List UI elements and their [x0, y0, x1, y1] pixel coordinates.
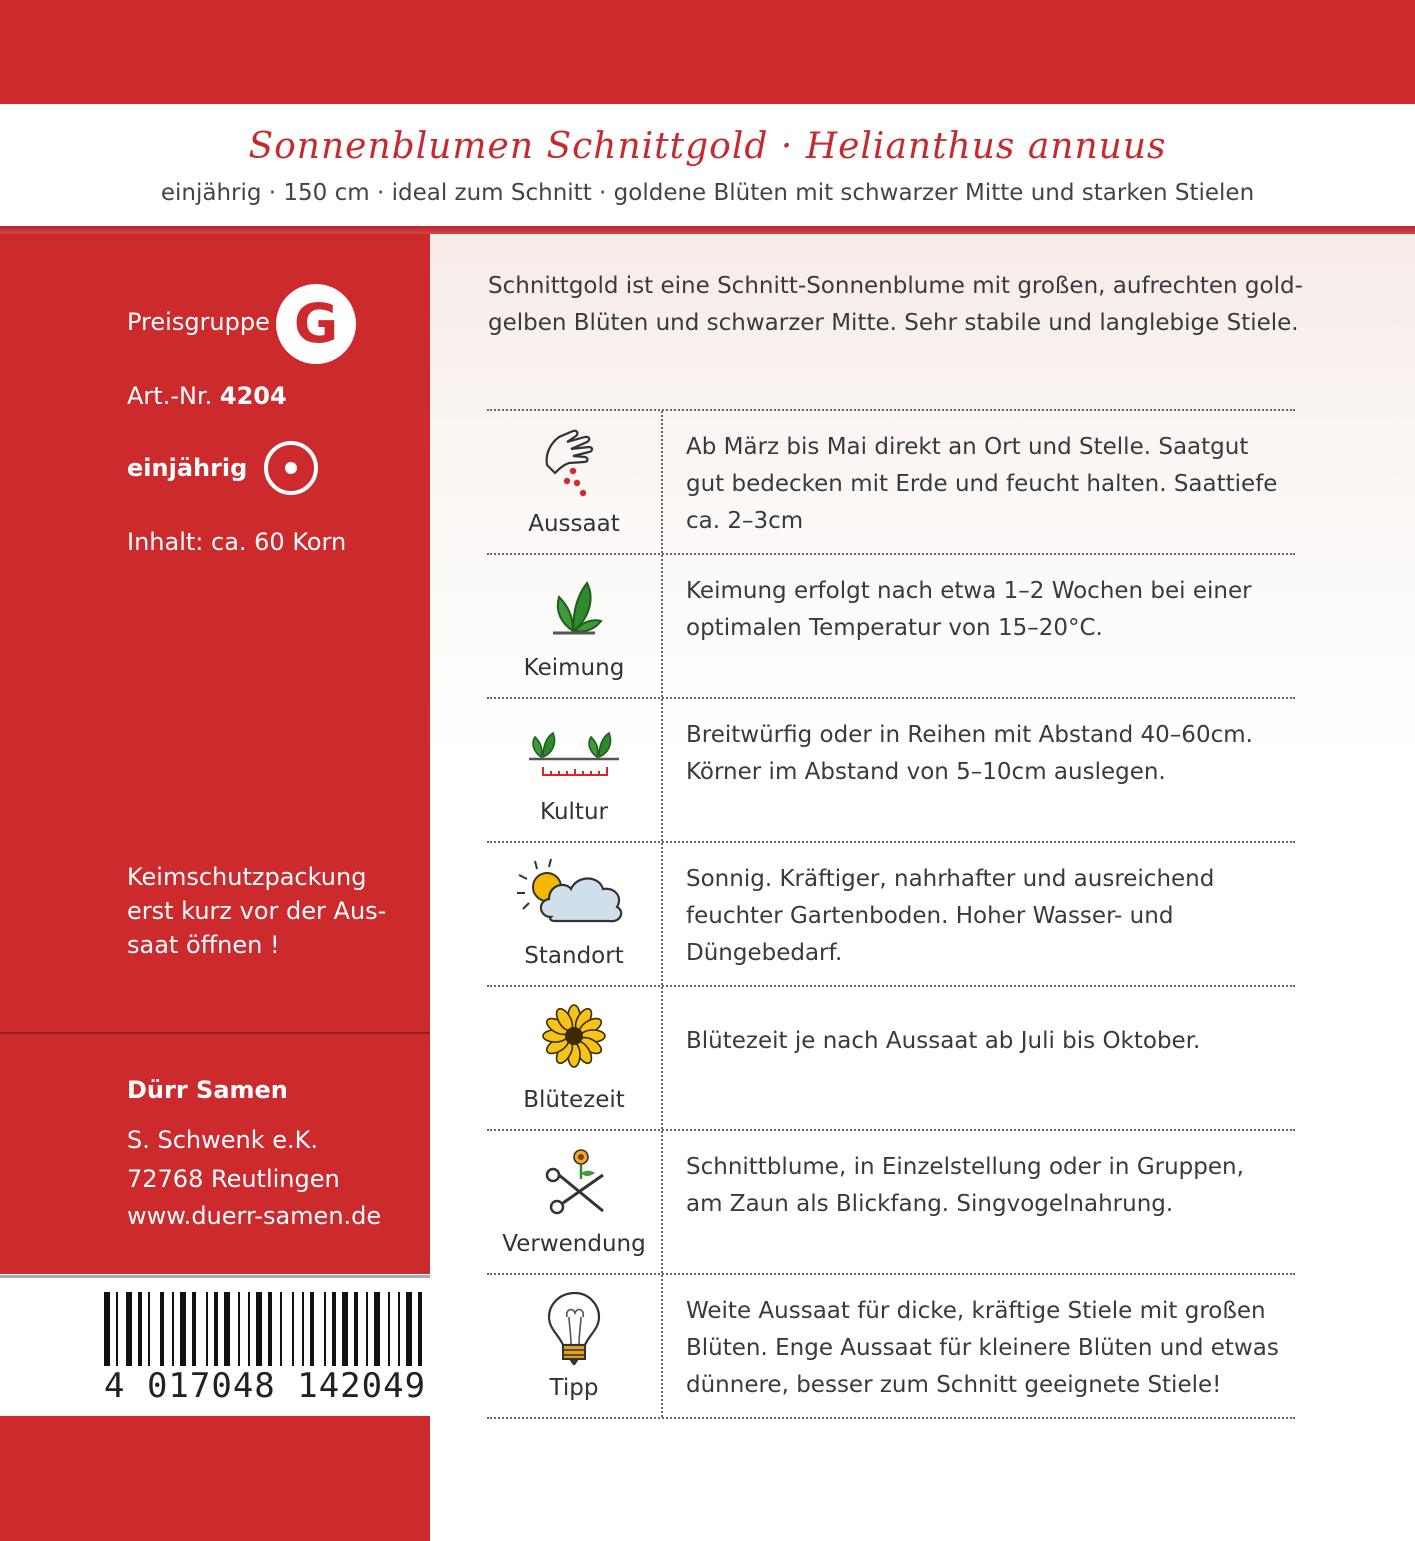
- row-text: Breitwürfig oder in Reihen mit Abstand 40–60cm. Körner im Abstand von 5–10cm auslegen.: [686, 722, 1253, 785]
- intro-line: Schnittgold ist eine Schnitt-Sonnenblume mit großen, aufrechten gold-: [488, 273, 1303, 299]
- flower-icon: [539, 1001, 609, 1071]
- icon-cell: [487, 555, 663, 697]
- row-label: Kultur: [540, 799, 608, 825]
- price-group-badge: G: [276, 284, 356, 364]
- article-label: Art.-Nr.: [127, 382, 213, 410]
- intro-line: gelben Blüten und schwarzer Mitte. Sehr stabile und langlebige Stiele.: [488, 310, 1299, 336]
- barcode-digits: 4 017048 142049: [104, 1366, 427, 1406]
- row-text: Blütezeit je nach Aussaat ab Juli bis Oktober.: [686, 1028, 1201, 1054]
- price-group-label: Preisgruppe: [127, 308, 270, 336]
- info-row: [487, 985, 1295, 1129]
- bottom-red-band: [0, 1416, 430, 1541]
- icon-cell: [487, 987, 663, 1129]
- article-number-row: [127, 382, 287, 410]
- info-row: [487, 841, 1295, 985]
- header-divider: [0, 226, 1415, 234]
- germ-protection-note: [127, 860, 386, 962]
- row-text: Keimung erfolgt nach etwa 1–2 Wochen bei einer optimalen Temperatur von 15–20°C.: [686, 578, 1252, 641]
- note-line: erst kurz vor der Aus-: [127, 897, 387, 925]
- company-name: Dürr Samen: [127, 1076, 288, 1104]
- annual-icon: [264, 441, 318, 495]
- content-amount: Inhalt: ca. 60 Korn: [127, 528, 347, 556]
- info-table: [487, 409, 1295, 1419]
- barcode: [0, 1275, 430, 1418]
- row-label: Keimung: [523, 655, 625, 681]
- sidebar: [0, 234, 430, 1034]
- company-owner: S. Schwenk e.K.: [127, 1126, 319, 1154]
- row-label: Standort: [524, 943, 624, 969]
- icon-cell: [487, 699, 663, 841]
- row-text: Sonnig. Kräftiger, nahrhafter und ausreichend feuchter Gartenboden. Hoher Wasser- und Düngebedarf.: [686, 866, 1215, 966]
- company-website[interactable]: www.duerr-samen.de: [127, 1202, 382, 1230]
- article-number: 4204: [219, 382, 287, 410]
- icon-cell: [487, 1131, 663, 1273]
- intro-text: [488, 268, 1308, 342]
- annual-label: einjährig: [127, 454, 248, 482]
- note-line: saat öffnen !: [127, 931, 280, 959]
- page-title: Sonnenblumen Schnittgold · Helianthus annuus: [248, 126, 1167, 167]
- row-label: Verwendung: [502, 1231, 646, 1257]
- sun-cloud-icon: [515, 857, 635, 927]
- icon-cell: [487, 1275, 663, 1417]
- header: [0, 104, 1415, 228]
- barcode-bars: [0, 1278, 430, 1366]
- note-line: Keimschutzpackung: [127, 863, 367, 891]
- scissors-flower-icon: [539, 1145, 609, 1215]
- icon-cell: [487, 843, 663, 985]
- company-block: [0, 1034, 430, 1274]
- row-text: Weite Aussaat für dicke, kräftige Stiele mit großen Blüten. Enge Aussaat für kleinere Blüten und etwas dünnere, besser zum Schnitt geeignete Stiele!: [686, 1298, 1279, 1398]
- row-text: Ab März bis Mai direkt an Ort und Stelle. Saatgut gut bedecken mit Erde und feucht halten. Saattiefe ca. 2–3cm: [686, 434, 1278, 534]
- info-row: [487, 697, 1295, 841]
- page-subtitle: einjährig · 150 cm · ideal zum Schnitt · goldene Blüten mit schwarzer Mitte und starken Stielen: [160, 180, 1255, 206]
- icon-cell: [487, 411, 663, 553]
- row-label: Blütezeit: [523, 1087, 625, 1113]
- info-row: [487, 1273, 1295, 1419]
- company-city: 72768 Reutlingen: [127, 1165, 340, 1193]
- hand-sowing-icon: [539, 425, 609, 495]
- seedling-icon: [539, 569, 609, 639]
- info-row: [487, 1129, 1295, 1273]
- lightbulb-icon: [539, 1289, 609, 1359]
- row-label: Tipp: [549, 1375, 599, 1401]
- row-label: Aussaat: [528, 511, 620, 537]
- top-red-band: [0, 0, 1415, 104]
- plant-spacing-icon: [527, 713, 627, 783]
- info-row: [487, 553, 1295, 697]
- row-text: Schnittblume, in Einzelstellung oder in Gruppen, am Zaun als Blickfang. Singvogelnahrung.: [686, 1154, 1244, 1217]
- info-row: [487, 409, 1295, 553]
